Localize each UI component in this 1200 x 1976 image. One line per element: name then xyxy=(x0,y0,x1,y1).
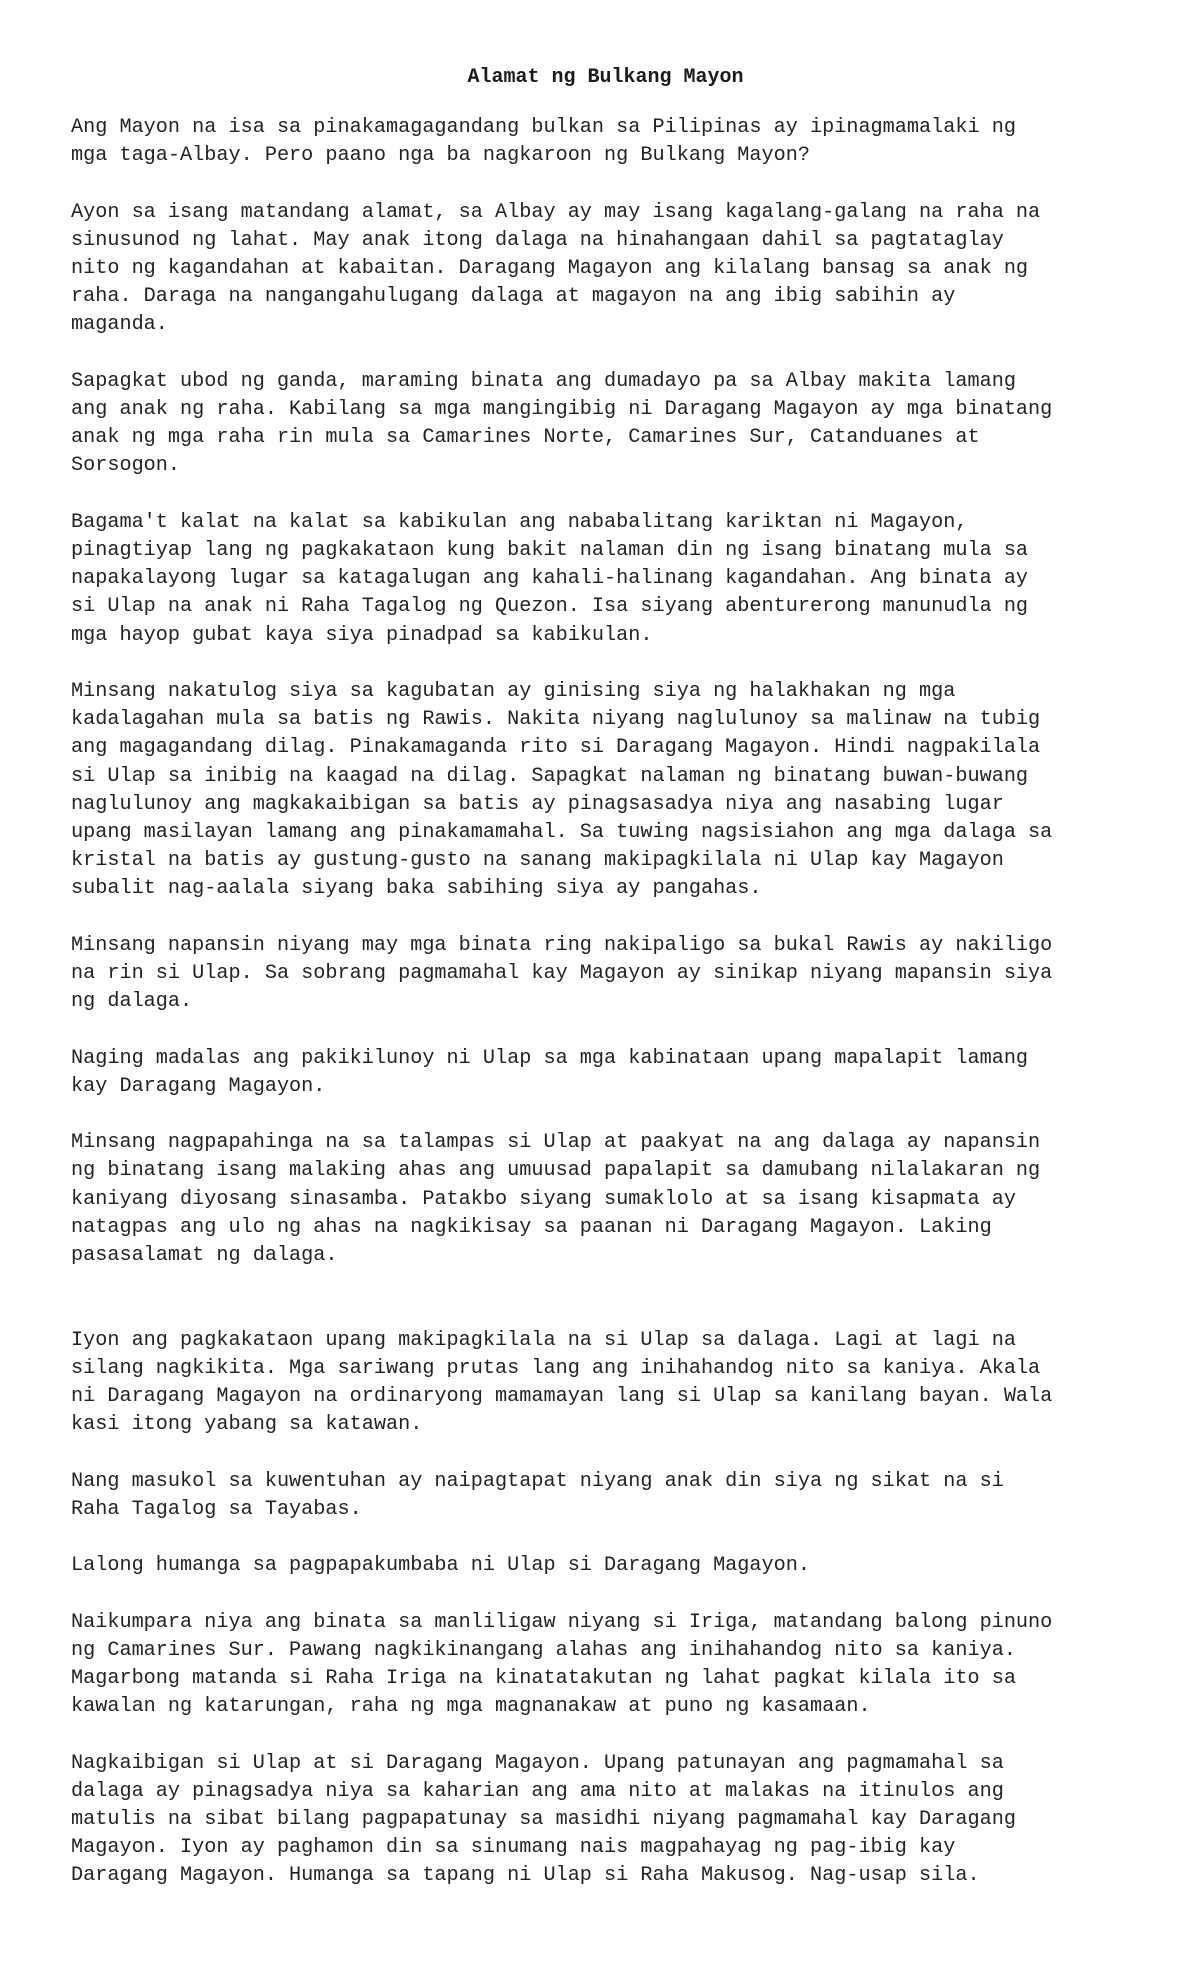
paragraph-11: Lalong humanga sa pagpapakumbaba ni Ulap si Daragang Magayon. xyxy=(71,1554,810,1578)
paragraph-9: Iyon ang pagkakataon upang makipagkilala na si Ulap sa dalaga. Lagi at lagi na silang nagkikita. Mga sariwang prutas lang ang inihahandog nito sa kaniya. Akala ni Daragang Magayon na ordinaryong mamamayan lang si Ulap sa kanilang bayan. Wala kasi itong yabang sa katawan. xyxy=(71,1328,1053,1437)
paragraph-10: Nang masukol sa kuwentuhan ay naipagtapat niyang anak din siya ng sikat na si Raha Tagalog sa Tayabas. xyxy=(71,1469,1004,1521)
paragraph-2: Ayon sa isang matandang alamat, sa Albay ay may isang kagalang-galang na raha na sinusunod ng lahat. May anak itong dalaga na hinahangaan dahil sa pagtataglay nito ng kagandahan at kabaitan. Daragang Magayon ang kilalang bansag sa anak ng raha. Daraga na nangangahulugang dalaga at magayon na ang ibig sabihin ay maganda. xyxy=(71,200,1041,337)
paragraph-13: Nagkaibigan si Ulap at si Daragang Magayon. Upang patunayan ang pagmamahal sa dalaga ay pinagsadya niya sa kaharian ang ama nito at malakas na itinulos ang matulis na sibat bilang pagpapatunay sa masidhi niyang pagmamahal kay Daragang Magayon. Iyon ay paghamon din sa sinumang nais magpahayag ng pag-ibig kay Daragang Magayon. Humanga sa tapang ni Ulap si Raha Makusog. Nag-usap sila. xyxy=(71,1751,1016,1888)
paragraph-4: Bagama't kalat na kalat sa kabikulan ang nababalitang kariktan ni Magayon, pinagtiyap lang ng pagkakataon kung bakit nalaman din ng isang binatang mula sa napakalayong lugar sa katagalugan ang kahali-halinang kagandahan. Ang binata ay si Ulap na anak ni Raha Tagalog ng Quezon. Isa siyang abenturerong manunudla ng mga hayop gubat kaya siya pinadpad sa kabikulan. xyxy=(71,510,1029,647)
paragraph-1: Ang Mayon na isa sa pinakamagagandang bulkan sa Pilipinas ay ipinagmamalaki ng mga taga-Albay. Pero paano nga ba nagkaroon ng Bulkang Mayon? xyxy=(71,116,1016,168)
paragraph-6: Minsang napansin niyang may mga binata ring nakipaligo sa bukal Rawis ay nakiligo na rin si Ulap. Sa sobrang pagmamahal kay Magayon ay sinikap niyang mapansin siya ng dalaga. xyxy=(71,933,1053,1014)
paragraph-7: Naging madalas ang pakikilunoy ni Ulap sa mga kabinataan upang mapalapit lamang kay Daragang Magayon. xyxy=(71,1046,1029,1098)
paragraph-5: Minsang nakatulog siya sa kagubatan ay ginising siya ng halakhakan ng mga kadalagahan mula sa batis ng Rawis. Nakita niyang naglulunoy sa malinaw na tubig ang magagandang dilag. Pinakamaganda rito si Daragang Magayon. Hindi nagpakilala si Ulap sa inibig na kaagad na dilag. Sapagkat nalaman ng binatang buwan-buwang naglulunoy ang magkakaibigan sa batis ay pinagsasadya niya ang nasabing lugar upang masilayan lamang ang pinakamamahal. Sa tuwing nagsisiahon ang mga dalaga sa kristal na batis ay gustung-gusto na sanang makipagkilala ni Ulap kay Magayon subalit nag-aalala siyang baka sabihing siya ay pangahas. xyxy=(71,680,1053,901)
document-title: Alamat ng Bulkang Mayon xyxy=(467,66,744,89)
paragraph-12: Naikumpara niya ang binata sa manliligaw niyang si Iriga, matandang balong pinuno ng Camarines Sur. Pawang nagkikinangang alahas ang inihahandog nito sa kaniya. Magarbong matanda si Raha Iriga na kinatatakutan ng lahat pagkat kilala ito sa kawalan ng katarungan, raha ng mga magnanakaw at puno ng kasamaan. xyxy=(71,1610,1053,1719)
paragraph-3: Sapagkat ubod ng ganda, maraming binata ang dumadayo pa sa Albay makita lamang ang anak ng raha. Kabilang sa mga mangingibig ni Daragang Magayon ay mga binatang anak ng mga raha rin mula sa Camarines Norte, Camarines Sur, Catanduanes at Sorsogon. xyxy=(71,369,1053,478)
paragraph-8: Minsang nagpapahinga na sa talampas si Ulap at paakyat na ang dalaga ay napansin ng binatang isang malaking ahas ang umuusad papalapit sa damubang nilalakaran ng kaniyang diyosang sinasamba. Patakbo siyang sumaklolo at sa isang kisapmata ay natagpas ang ulo ng ahas na nagkikisay sa paanan ni Daragang Magayon. Laking pasasalamat ng dalaga. xyxy=(71,1131,1041,1268)
